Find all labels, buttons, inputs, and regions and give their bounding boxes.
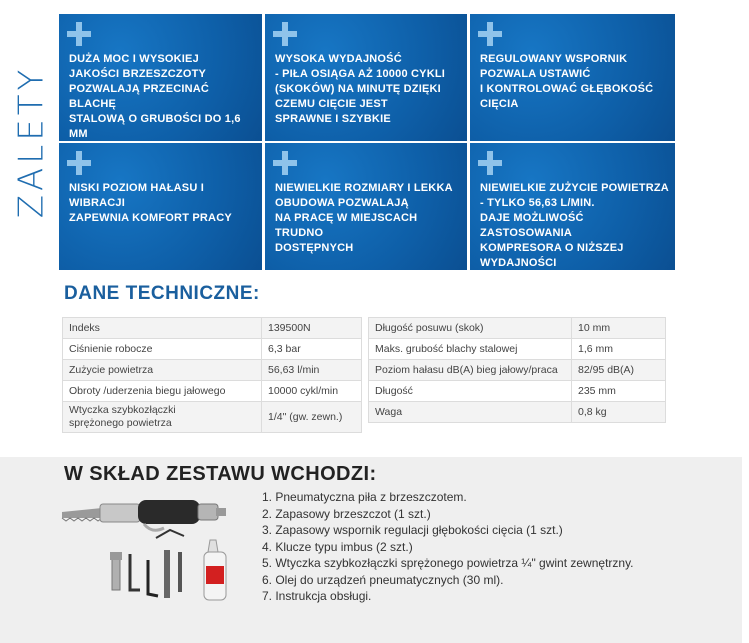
spec-value: 10000 cykl/min — [262, 381, 362, 402]
advantage-text: NISKI POZIOM HAŁASU I WIBRACJI ZAPEWNIA KOMFORT PRACY — [69, 182, 232, 224]
spec-value: 10 mm — [572, 318, 666, 339]
table-row — [369, 381, 666, 402]
tool-kit-illustration — [60, 490, 250, 610]
spec-value: 139500N — [262, 318, 362, 339]
plus-icon — [478, 151, 502, 175]
kit-items-list — [262, 489, 634, 605]
spec-value: 6,3 bar — [262, 339, 362, 360]
spec-value: 0,8 kg — [572, 402, 666, 423]
table-row — [369, 360, 666, 381]
table-row — [63, 339, 362, 360]
spec-value: 1/4" (gw. zewn.) — [262, 402, 362, 433]
table-row — [63, 402, 362, 433]
advantage-text: NIEWIELKIE ROZMIARY I LEKKA OBUDOWA POZWALAJĄ NA PRACĘ W MIEJSCACH TRUDNO DOSTĘPNYCH — [275, 182, 453, 254]
spec-key: Maks. grubość blachy stalowej — [369, 339, 572, 360]
dane-techniczne-title: DANE TECHNICZNE: — [64, 283, 260, 304]
spec-key: Obroty /uderzenia biegu jałowego — [63, 381, 262, 402]
list-item: 3. Zapasowy wspornik regulacji głębokości cięcia (1 szt.) — [262, 523, 563, 537]
plus-icon — [67, 22, 91, 46]
list-item: 5. Wtyczka szybkozłączki sprężonego powietrza ¼" gwint zewnętrzny. — [262, 556, 634, 570]
saw-blade-icon — [62, 508, 102, 521]
advantage-tile — [59, 143, 262, 270]
advantage-text: DUŻA MOC I WYSOKIEJ JAKOŚCI BRZESZCZOTY POZWALAJĄ PRZECINAĆ BLACHĘ STALOWĄ O GRUBOŚCI DO 1,6 MM — [69, 53, 241, 140]
pneumatic-saw-icon — [100, 500, 226, 530]
hex-key-icon — [130, 554, 158, 596]
spec-key: Wtyczka szybkozłączki sprężonego powietrza — [63, 402, 262, 433]
zalety-text: ZALETY — [11, 65, 52, 219]
table-row — [63, 318, 362, 339]
coupler-icon — [110, 552, 122, 590]
spare-blade-icon — [178, 552, 182, 592]
table-row — [369, 339, 666, 360]
advantage-text: WYSOKA WYDAJNOŚĆ - PIŁA OSIĄGA AŻ 10000 CYKLI (SKOKÓW) NA MINUTĘ DZIĘKI CZEMU CIĘCIE JEST SPRAWNE I SZYBKIE — [275, 53, 446, 125]
advantage-tile — [470, 143, 675, 270]
list-item: 7. Instrukcja obsługi. — [262, 589, 372, 603]
list-item: 1. Pneumatyczna piła z brzeszczotem. — [262, 490, 467, 504]
list-item: 2. Zapasowy brzeszczot (1 szt.) — [262, 506, 431, 521]
oil-bottle-icon — [204, 540, 226, 600]
spare-bracket-icon — [156, 530, 184, 538]
advantage-tile — [265, 143, 467, 270]
spec-key: Długość posuwu (skok) — [369, 318, 572, 339]
plus-icon — [478, 22, 502, 46]
spec-key: Długość — [369, 381, 572, 402]
zalety-label — [6, 14, 56, 270]
spec-key: Waga — [369, 402, 572, 423]
table-row — [369, 402, 666, 423]
kit-section-title: W SKŁAD ZESTAWU WCHODZI: — [64, 463, 377, 485]
spec-value: 56,63 l/min — [262, 360, 362, 381]
table-row — [63, 381, 362, 402]
advantage-tile — [59, 14, 262, 141]
spec-key: Indeks — [63, 318, 262, 339]
advantage-text: NIEWIELKIE ZUŻYCIE POWIETRZA - TYLKO 56,63 L/MIN. DAJE MOŻLIWOŚĆ ZASTOSOWANIA KOMPRESORA O NIŻSZEJ WYDAJNOŚCI — [480, 182, 669, 269]
plus-icon — [273, 22, 297, 46]
spec-value: 82/95 dB(A) — [572, 360, 666, 381]
list-item: 6. Olej do urządzeń pneumatycznych (30 ml). — [262, 572, 504, 587]
spec-value: 235 mm — [572, 381, 666, 402]
spec-key: Ciśnienie robocze — [63, 339, 262, 360]
specs-table-right — [368, 317, 666, 423]
advantage-tile — [470, 14, 675, 141]
spec-key: Zużycie powietrza — [63, 360, 262, 381]
spec-key: Poziom hałasu dB(A) bieg jałowy/praca — [369, 360, 572, 381]
table-row — [63, 360, 362, 381]
spec-value: 1,6 mm — [572, 339, 666, 360]
plus-icon — [273, 151, 297, 175]
specs-table-left — [62, 317, 362, 433]
advantage-tile — [265, 14, 467, 141]
spare-blade-icon — [164, 550, 170, 598]
advantages-grid — [59, 14, 675, 270]
list-item: 4. Klucze typu imbus (2 szt.) — [262, 539, 413, 554]
plus-icon — [67, 151, 91, 175]
advantage-text: REGULOWANY WSPORNIK POZWALA USTAWIĆ I KONTROLOWAĆ GŁĘBOKOŚĆ CIĘCIA — [480, 53, 654, 110]
table-row — [369, 318, 666, 339]
